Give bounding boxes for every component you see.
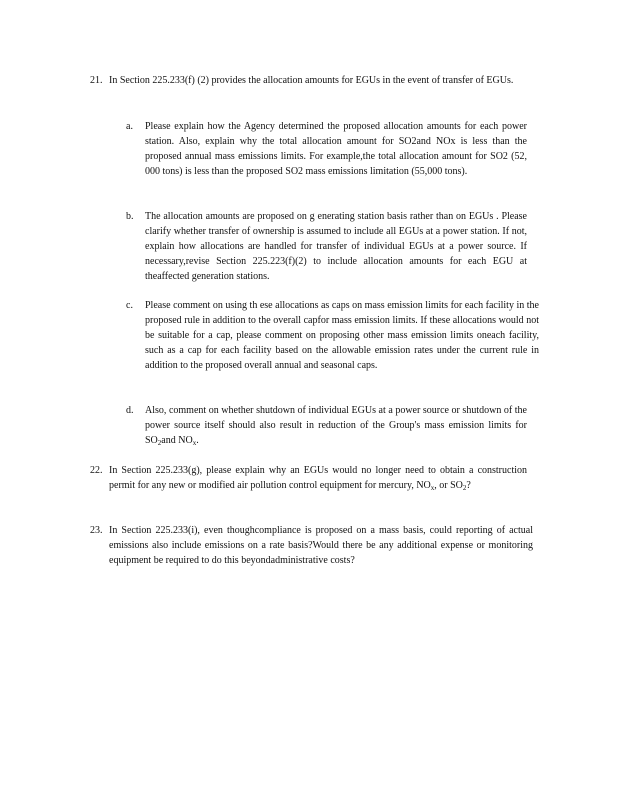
question-22-text: In Section 225.233(g), please explain why an EGUs would no longer need to obtain a construction permit for any new or modified air pollution control equipment for mercury, $NO_x$, or $SO_2$? xyxy=(109,465,527,492)
question-21c-text: Please comment on using th ese allocations as caps on mass emission limits for each facility in the proposed rule in addition to the overall capfor mass emission limits. If these allocations would not be suitable for a cap, please comment on proposing other mass emission limits oneach facility, such as a cap for each facility based on the allowable emission rates under the current rule in addition to the proposed overall annual and seasonal caps. xyxy=(145,300,539,371)
question-21d-label: d. xyxy=(126,405,134,416)
question-21d-text: Also, comment on whether shutdown of individual EGUs at a power source or shutdown of the power source itself should also result in reduction of the Group's mass emission limits for $SO_2and$ $NO_x$. xyxy=(145,405,527,447)
question-21-text: In Section 225.233(f) (2) provides the allocation amounts for EGUs in the event of transfer of EGUs. xyxy=(109,75,514,86)
question-21c-label: c. xyxy=(126,300,133,311)
question-21b-label: b. xyxy=(126,211,134,222)
question-22-number: 22. xyxy=(90,465,103,476)
question-21a-label: a. xyxy=(126,121,133,132)
question-21b-text: The allocation amounts are proposed on g enerating station basis rather than on EGUs . Please clarify whether transfer of ownership is assumed to include all EGUs at a power station. If not, explain how allocations are handled for transfer of individual EGUs at a power source. If necessary,revise Section 225.223(f)(2) to include allocation amounts for each EGU at theaffected generation stations. xyxy=(145,211,527,282)
question-21-number: 21. xyxy=(90,75,103,86)
question-21a-text: Please explain how the Agency determined the proposed allocation amounts for each power station. Also, explain why the total allocation amount for SO2and NOx is less than the proposed annual mass emissions limits. For example,the total allocation amount for SO2 (52, 000 tons) is less than the proposed SO2 mass emissions limitation (55,000 tons). xyxy=(145,121,527,177)
question-23-number: 23. xyxy=(90,525,103,536)
question-23-text: In Section 225.233(i), even thoughcompliance is proposed on a mass basis, could reporting of actual emissions also include emissions on a rate basis?Would there be any additional expense or monitoring equipment be required to do this beyondadministrative costs? xyxy=(109,525,533,566)
